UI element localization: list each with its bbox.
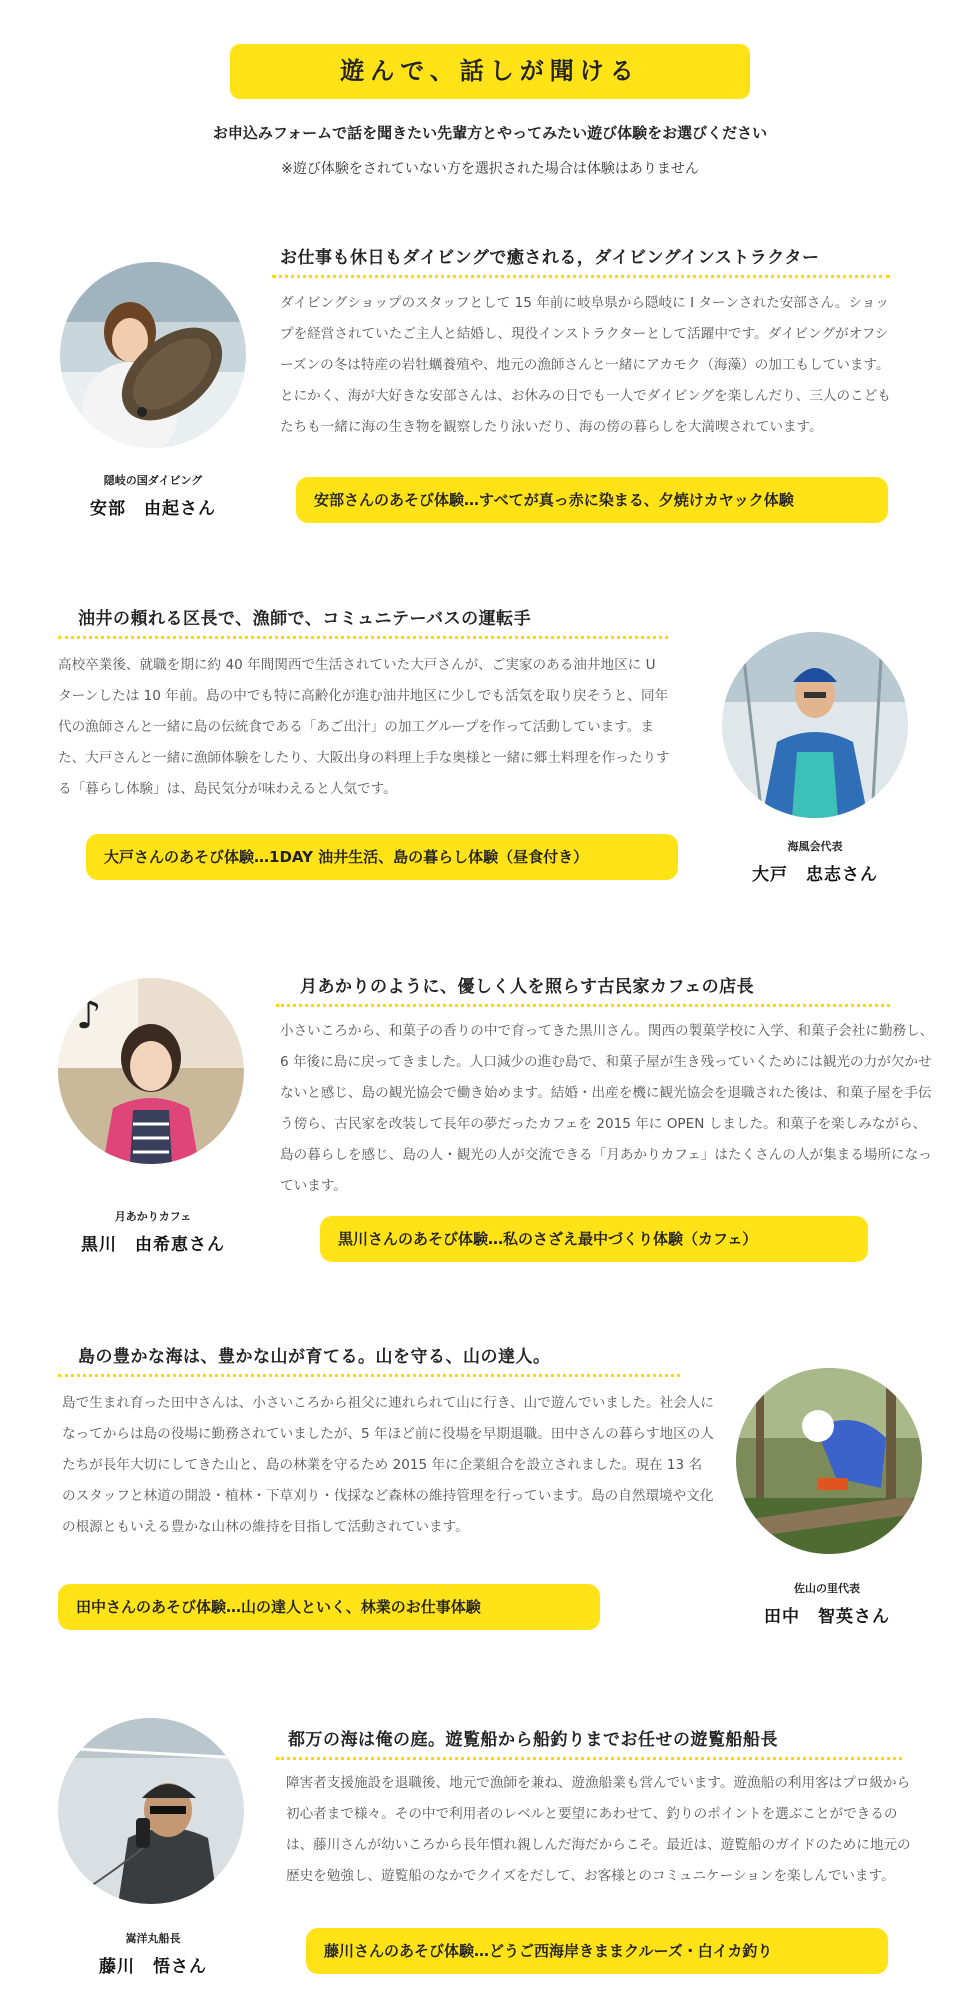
profile-title: 月あかりのように、優しく人を照らす古民家カフェの店長 <box>300 977 755 997</box>
title-underline <box>58 636 668 639</box>
experience-button[interactable]: 藤川さんのあそび体験…どうご西海岸きままクルーズ・白イカ釣り <box>306 1928 888 1974</box>
profile-title: 油井の頼れる区長で、漁師で、コミュニテーバスの運転手 <box>78 609 532 629</box>
title-underline <box>276 1757 902 1760</box>
fisherman-photo <box>722 632 908 818</box>
experience-button[interactable]: 大戸さんのあそび体験…1DAY 油井生活、島の暮らし体験（昼食付き） <box>86 834 678 880</box>
profile-name: 大戸 忠志さん <box>752 865 878 885</box>
profile-description: 障害者支援施設を退職後、地元で漁師を兼ね、遊漁船業も営んでいます。遊漁船の利用客はプロ級から初心者まで様々。その中で利用者のレベルと要望にあわせて、釣りのポイントを選ぶことができるのは、藤川さんが幼いころから長年慣れ親しんだ海だからこそ。最近は、遊覧船のガイドのために地元の歴史を勉強し、遊覧船のなかでクイズをだして、お客様とのコミュニケーションを楽しんでいます。 <box>286 1775 911 1884</box>
title-underline <box>58 1374 680 1377</box>
profile-description: ダイビングショップのスタッフとして 15 年前に岐阜県から隠岐に I ターンされた安部さん。ショップを経営されていたご主人と結婚し、現役インストラクターとして活躍中です。ダイビングがオフシーズンの冬は特産の岩牡蠣養殖や、地元の漁師さんと一緒にアカモク（海藻）の加工もしています。とにかく、海が大好きな安部さんは、お休みの日でも一人でダイビングを楽しんだり、三人のこどもたちも一緒に海の生き物を観察したり泳いだり、海の傍の暮らしを大満喫されています。 <box>280 295 891 435</box>
experience-button[interactable]: 黒川さんのあそび体験…私のさざえ最中づくり体験（カフェ） <box>320 1216 868 1262</box>
profile-org: 月あかりカフェ <box>114 1210 192 1223</box>
profile-org: 佐山の里代表 <box>794 1582 860 1595</box>
profile-description: 小さいころから、和菓子の香りの中で育ってきた黒川さん。関西の製菓学校に入学、和菓子会社に勤務し、6 年後に島に戻ってきました。人口減少の進む島で、和菓子屋が生き残っていくためには観光の力が欠かせないと感じ、島の観光協会で働き始めます。結婚・出産を機に観光協会を退職された後は、和菓子屋を手伝う傍ら、古民家を改装して長年の夢だったカフェを 2015 年に OPEN しました。和菓子を楽しみながら、島の暮らしを感じ、島の人・観光の人が交流できる「月あかりカフェ」はたくさんの人が集まる場所になっています。 <box>280 1023 934 1194</box>
profile-name: 安部 由起さん <box>90 499 216 519</box>
profile-description: 高校卒業後、就職を期に約 40 年間関西で生活されていた大戸さんが、ご実家のある油井地区に U ターンしたは 10 年前。島の中でも特に高齢化が進む油井地区に少しでも活気を取り戻そうと、同年代の漁師さんと一緒に島の伝統食である「あご出汁」の加工グループを作って活動しています。また、大戸さんと一緒に漁師体験をしたり、大阪出身の料理上手な奥様と一緒に郷土料理を作ったりする「暮らし体験」は、島民気分が味わえると人気です。 <box>58 657 670 797</box>
intro-instruction: お申込みフォームで話を聞きたい先輩方とやってみたい遊び体験をお選びください <box>212 124 768 142</box>
profile-name: 藤川 悟さん <box>99 1957 207 1977</box>
experience-button[interactable]: 田中さんのあそび体験…山の達人といく、林業のお仕事体験 <box>58 1584 600 1630</box>
profile-name: 黒川 由希恵さん <box>81 1235 225 1255</box>
woman-holding-fish-photo <box>60 262 246 448</box>
profile-title: 都万の海は俺の庭。遊覧船から船釣りまでお任せの遊覧船船長 <box>288 1730 778 1750</box>
svg-text:♪: ♪ <box>76 992 102 1038</box>
cafe-owner-photo <box>58 978 244 1164</box>
profile-title: 島の豊かな海は、豊かな山が育てる。山を守る、山の達人。 <box>78 1347 551 1367</box>
profile-title: お仕事も休日もダイビングで癒される，ダイビングインストラクター <box>280 248 820 268</box>
experience-button[interactable]: 安部さんのあそび体験…すべてが真っ赤に染まる、夕焼けカヤック体験 <box>296 477 888 523</box>
profile-org: 隠岐の国ダイビング <box>103 474 203 487</box>
title-underline <box>272 275 890 278</box>
forester-chainsaw-photo <box>736 1368 922 1554</box>
intro-note: ※遊び体験をされていない方を選択された場合は体験はありません <box>281 161 699 177</box>
title-underline <box>276 1004 890 1007</box>
profile-name: 田中 智英さん <box>764 1607 890 1627</box>
profile-org: 嵩洋丸船長 <box>125 1932 181 1945</box>
section-title-banner: 遊んで、話しが聞ける <box>230 44 750 99</box>
boat-captain-photo <box>58 1718 244 1904</box>
profile-org: 海風会代表 <box>787 840 843 853</box>
profile-description: 島で生まれ育った田中さんは、小さいころから祖父に連れられて山に行き、山で遊んでいました。社会人になってからは島の役場に勤務されていましたが、5 年ほど前に役場を早期退職。田中さんの暮らす地区の人たちが長年大切にしてきた山と、島の林業を守るため 2015 年に企業組合を設立されました。現在 13 名のスタッフと林道の開設・植林・下草刈り・伐採など森林の維持管理を行っています。島の自然環境や文化の根源ともいえる豊かな山林の維持を目指して活動されています。 <box>62 1395 714 1535</box>
